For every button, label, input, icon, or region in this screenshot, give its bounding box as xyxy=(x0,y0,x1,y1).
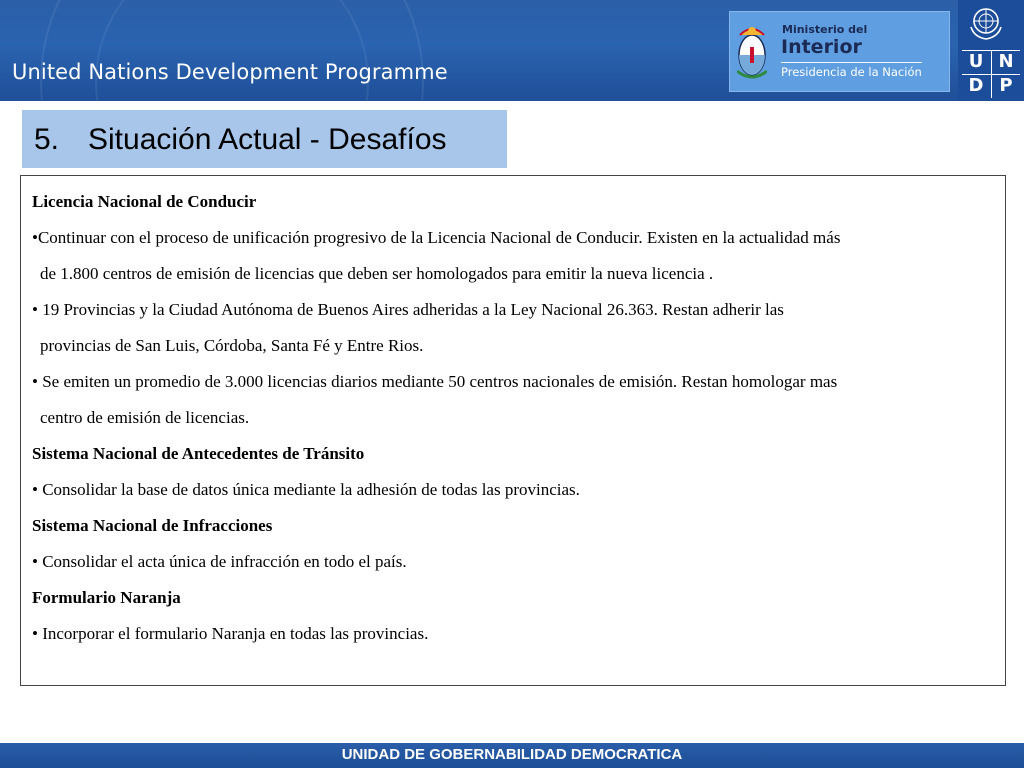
heading-licencia: Licencia Nacional de Conducir xyxy=(32,192,257,211)
undp-logo xyxy=(958,0,1024,101)
un-globe-icon xyxy=(966,5,1006,41)
undp-letter-n: N xyxy=(998,51,1014,72)
footer-bar xyxy=(0,743,1024,768)
heading-infracciones: Sistema Nacional de Infracciones xyxy=(32,516,273,535)
undp-letter-u: U xyxy=(968,51,984,72)
ministry-line2: Interior xyxy=(781,36,862,58)
un-emblem-watermark-inner xyxy=(95,0,369,101)
bullet-line: de 1.800 centros de emisión de licencias que deben ser homologados para emitir la nueva licencia . xyxy=(40,264,714,283)
ministry-line1: Ministerio del xyxy=(782,23,868,36)
bullet-line: • Incorporar el formulario Naranja en todas las provincias. xyxy=(32,624,429,643)
heading-antecedentes: Sistema Nacional de Antecedentes de Tránsito xyxy=(32,444,365,463)
heading-formulario: Formulario Naranja xyxy=(32,588,181,607)
bullet-line: provincias de San Luis, Córdoba, Santa Fé y Entre Rios. xyxy=(40,336,424,355)
undp-letter-d: D xyxy=(968,75,984,96)
section-number: 5. xyxy=(34,123,60,156)
bullet-line: • Consolidar la base de datos única mediante la adhesión de todas las provincias. xyxy=(32,480,580,499)
bullet-line: • Se emiten un promedio de 3.000 licencias diarios mediante 50 centros nacionales de emisión. Restan homologar mas xyxy=(32,372,838,391)
header-banner xyxy=(0,0,1024,101)
section-title: Situación Actual - Desafíos xyxy=(88,123,447,156)
bullet-line: • Consolidar el acta única de infracción en todo el país. xyxy=(32,552,407,571)
ministry-line3: Presidencia de la Nación xyxy=(781,62,922,79)
header-title: United Nations Development Programme xyxy=(12,60,448,84)
undp-grid-line xyxy=(991,50,992,98)
bullet-line: centro de emisión de licencias. xyxy=(40,408,250,427)
section-title-box xyxy=(22,110,507,168)
ministry-logo xyxy=(729,11,950,92)
bullet-line: •Continuar con el proceso de unificación progresivo de la Licencia Nacional de Conducir. Existen en la actualidad más xyxy=(32,228,841,247)
undp-letter-p: P xyxy=(999,75,1013,96)
content-box xyxy=(20,175,1006,686)
footer-text: UNIDAD DE GOBERNABILIDAD DEMOCRATICA xyxy=(341,746,683,763)
bullet-line: • 19 Provincias y la Ciudad Autónoma de Buenos Aires adheridas a la Ley Nacional 26.363. Restan adherir las xyxy=(32,300,784,319)
argentina-shield-icon xyxy=(737,21,767,81)
